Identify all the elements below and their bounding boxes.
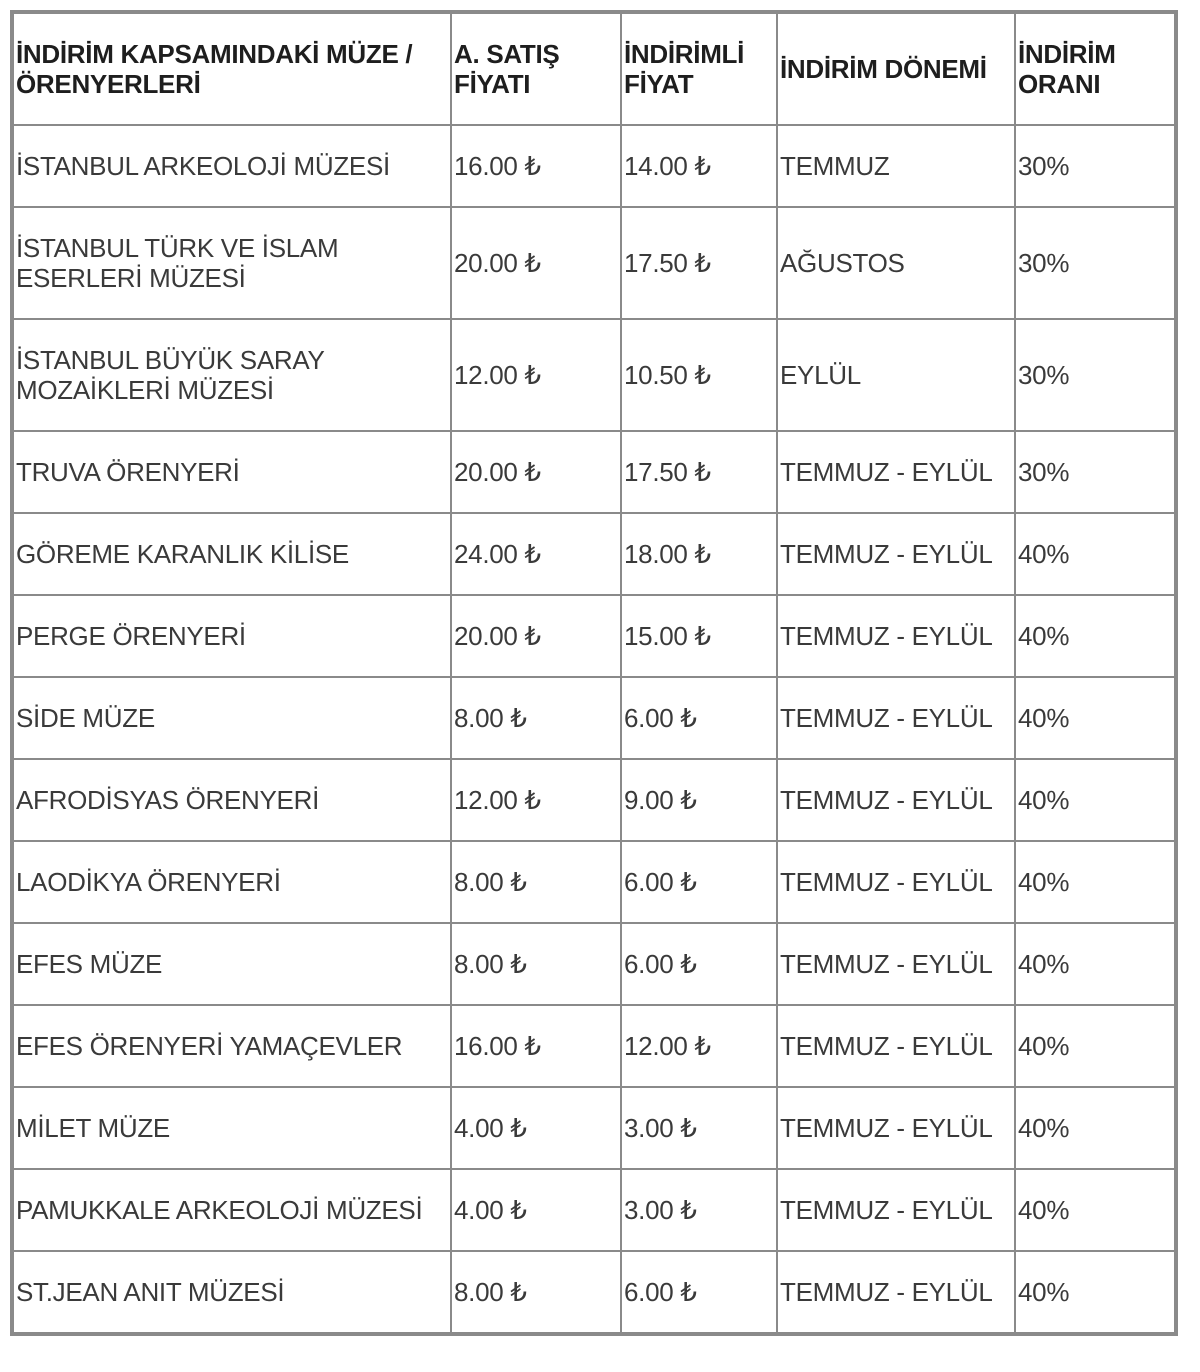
cell-sale-price: 8.00 ₺ bbox=[451, 677, 621, 759]
cell-museum: ST.JEAN ANIT MÜZESİ bbox=[13, 1251, 451, 1333]
table-row bbox=[13, 319, 1175, 431]
cell-museum: EFES MÜZE bbox=[13, 923, 451, 1005]
cell-museum: MİLET MÜZE bbox=[13, 1087, 451, 1169]
cell-discounted-price: 9.00 ₺ bbox=[621, 759, 777, 841]
cell-period: TEMMUZ - EYLÜL bbox=[777, 923, 1015, 1005]
cell-period: TEMMUZ - EYLÜL bbox=[777, 1087, 1015, 1169]
cell-rate: 40% bbox=[1015, 1251, 1175, 1333]
cell-period: TEMMUZ - EYLÜL bbox=[777, 1169, 1015, 1251]
cell-rate: 40% bbox=[1015, 759, 1175, 841]
header-discount-period: İNDİRİM DÖNEMİ bbox=[777, 13, 1015, 125]
cell-period: TEMMUZ - EYLÜL bbox=[777, 1251, 1015, 1333]
cell-museum: LAODİKYA ÖRENYERİ bbox=[13, 841, 451, 923]
cell-discounted-price: 6.00 ₺ bbox=[621, 841, 777, 923]
cell-museum: SİDE MÜZE bbox=[13, 677, 451, 759]
cell-sale-price: 4.00 ₺ bbox=[451, 1087, 621, 1169]
cell-discounted-price: 3.00 ₺ bbox=[621, 1169, 777, 1251]
cell-discounted-price: 6.00 ₺ bbox=[621, 1251, 777, 1333]
table-row bbox=[13, 513, 1175, 595]
cell-period: TEMMUZ bbox=[777, 125, 1015, 207]
header-discounted-price: İNDİRİMLİ FİYAT bbox=[621, 13, 777, 125]
cell-rate: 40% bbox=[1015, 923, 1175, 1005]
cell-discounted-price: 18.00 ₺ bbox=[621, 513, 777, 595]
cell-sale-price: 8.00 ₺ bbox=[451, 1251, 621, 1333]
cell-museum: PAMUKKALE ARKEOLOJİ MÜZESİ bbox=[13, 1169, 451, 1251]
cell-discounted-price: 6.00 ₺ bbox=[621, 677, 777, 759]
cell-discounted-price: 6.00 ₺ bbox=[621, 923, 777, 1005]
table-row bbox=[13, 1005, 1175, 1087]
cell-museum: GÖREME KARANLIK KİLİSE bbox=[13, 513, 451, 595]
table-row bbox=[13, 923, 1175, 1005]
cell-rate: 30% bbox=[1015, 207, 1175, 319]
cell-sale-price: 12.00 ₺ bbox=[451, 759, 621, 841]
cell-rate: 40% bbox=[1015, 513, 1175, 595]
table-row bbox=[13, 431, 1175, 513]
table-header-row bbox=[13, 13, 1175, 125]
cell-period: TEMMUZ - EYLÜL bbox=[777, 513, 1015, 595]
cell-sale-price: 12.00 ₺ bbox=[451, 319, 621, 431]
cell-museum: TRUVA ÖRENYERİ bbox=[13, 431, 451, 513]
museum-discount-table bbox=[12, 12, 1176, 1334]
table-row bbox=[13, 207, 1175, 319]
cell-period: TEMMUZ - EYLÜL bbox=[777, 431, 1015, 513]
cell-rate: 40% bbox=[1015, 841, 1175, 923]
cell-sale-price: 24.00 ₺ bbox=[451, 513, 621, 595]
cell-discounted-price: 17.50 ₺ bbox=[621, 431, 777, 513]
cell-sale-price: 8.00 ₺ bbox=[451, 841, 621, 923]
cell-period: AĞUSTOS bbox=[777, 207, 1015, 319]
table-row bbox=[13, 595, 1175, 677]
cell-sale-price: 8.00 ₺ bbox=[451, 923, 621, 1005]
cell-museum: AFRODİSYAS ÖRENYERİ bbox=[13, 759, 451, 841]
cell-rate: 40% bbox=[1015, 1169, 1175, 1251]
cell-rate: 40% bbox=[1015, 1087, 1175, 1169]
cell-rate: 30% bbox=[1015, 319, 1175, 431]
table-row bbox=[13, 125, 1175, 207]
cell-museum: EFES ÖRENYERİ YAMAÇEVLER bbox=[13, 1005, 451, 1087]
cell-period: TEMMUZ - EYLÜL bbox=[777, 1005, 1015, 1087]
cell-rate: 40% bbox=[1015, 1005, 1175, 1087]
cell-discounted-price: 10.50 ₺ bbox=[621, 319, 777, 431]
header-museum: İNDİRİM KAPSAMINDAKİ MÜZE / ÖRENYERLERİ bbox=[13, 13, 451, 125]
table-row bbox=[13, 677, 1175, 759]
cell-museum: PERGE ÖRENYERİ bbox=[13, 595, 451, 677]
cell-rate: 30% bbox=[1015, 431, 1175, 513]
cell-museum: İSTANBUL ARKEOLOJİ MÜZESİ bbox=[13, 125, 451, 207]
table-row bbox=[13, 759, 1175, 841]
cell-discounted-price: 17.50 ₺ bbox=[621, 207, 777, 319]
cell-sale-price: 16.00 ₺ bbox=[451, 125, 621, 207]
header-discount-rate: İNDİRİM ORANI bbox=[1015, 13, 1175, 125]
table-row bbox=[13, 1251, 1175, 1333]
cell-period: EYLÜL bbox=[777, 319, 1015, 431]
table-row bbox=[13, 1087, 1175, 1169]
cell-rate: 40% bbox=[1015, 677, 1175, 759]
header-sale-price: A. SATIŞ FİYATI bbox=[451, 13, 621, 125]
cell-sale-price: 20.00 ₺ bbox=[451, 207, 621, 319]
cell-rate: 30% bbox=[1015, 125, 1175, 207]
cell-sale-price: 20.00 ₺ bbox=[451, 595, 621, 677]
cell-discounted-price: 3.00 ₺ bbox=[621, 1087, 777, 1169]
cell-period: TEMMUZ - EYLÜL bbox=[777, 841, 1015, 923]
cell-rate: 40% bbox=[1015, 595, 1175, 677]
table-row bbox=[13, 841, 1175, 923]
cell-discounted-price: 15.00 ₺ bbox=[621, 595, 777, 677]
cell-period: TEMMUZ - EYLÜL bbox=[777, 759, 1015, 841]
cell-sale-price: 20.00 ₺ bbox=[451, 431, 621, 513]
cell-museum: İSTANBUL TÜRK VE İSLAM ESERLERİ MÜZESİ bbox=[13, 207, 451, 319]
cell-period: TEMMUZ - EYLÜL bbox=[777, 595, 1015, 677]
cell-sale-price: 16.00 ₺ bbox=[451, 1005, 621, 1087]
table-row bbox=[13, 1169, 1175, 1251]
discount-table-container bbox=[10, 10, 1178, 1336]
cell-sale-price: 4.00 ₺ bbox=[451, 1169, 621, 1251]
cell-period: TEMMUZ - EYLÜL bbox=[777, 677, 1015, 759]
cell-discounted-price: 14.00 ₺ bbox=[621, 125, 777, 207]
cell-discounted-price: 12.00 ₺ bbox=[621, 1005, 777, 1087]
cell-museum: İSTANBUL BÜYÜK SARAY MOZAİKLERİ MÜZESİ bbox=[13, 319, 451, 431]
